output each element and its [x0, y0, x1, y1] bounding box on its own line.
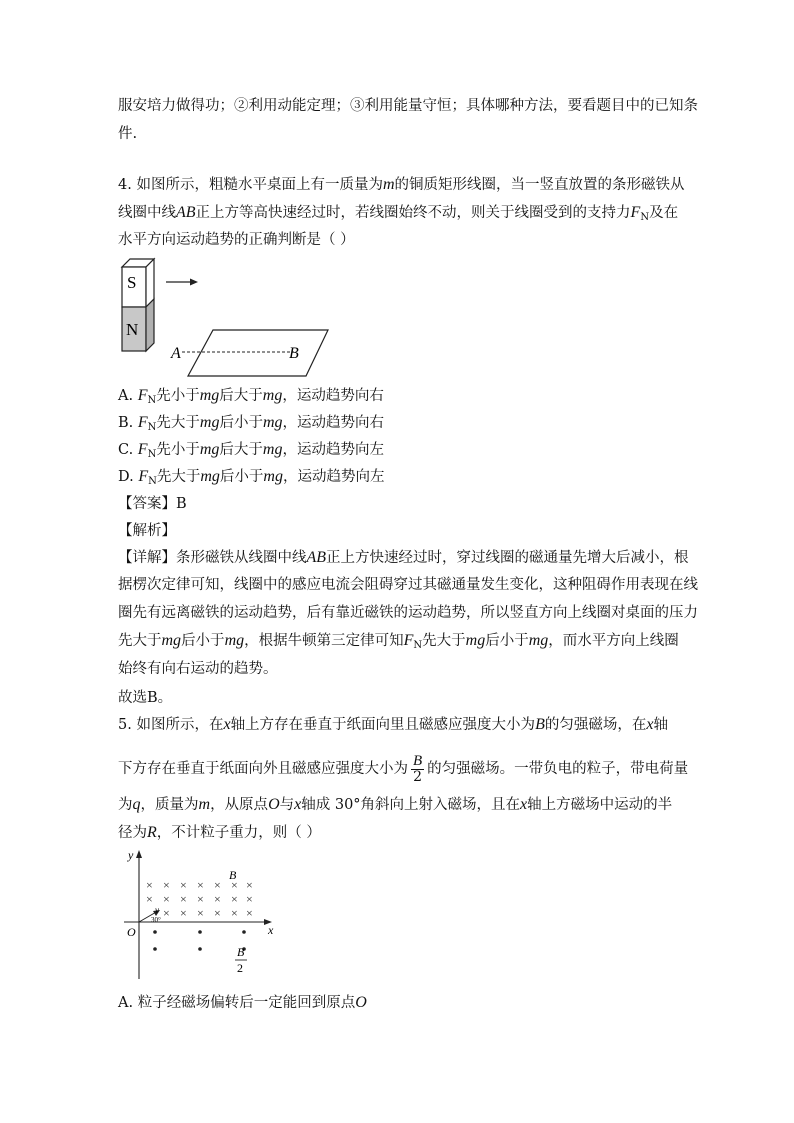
y-axis-arrow [136, 850, 142, 858]
field-b-label: B [229, 868, 237, 882]
coil-rectangle [188, 330, 328, 376]
q4-stem-line-3: 水平方向运动趋势的正确判断是（ ） [118, 232, 355, 248]
svg-text:×: × [214, 892, 221, 906]
angle-label: 30° [151, 916, 161, 924]
field-b2-denominator: 2 [237, 961, 243, 975]
field-out-of-page-dots [153, 930, 246, 951]
motion-arrow-head [190, 279, 198, 286]
svg-text:×: × [197, 878, 204, 892]
svg-text:×: × [231, 906, 238, 920]
svg-text:×: × [146, 878, 153, 892]
q5-stem-line-1: 5. 如图所示，在x轴上方存在垂直于纸面向里且磁感应强度大小为B的匀强磁场，在x轴 [118, 716, 668, 733]
q4-choice: 故选B。 [118, 690, 173, 706]
q4-detail-line-1: 【详解】条形磁铁从线圈中线AB正上方快速经过时，穿过线圈的磁通量先增大后减小，根 [118, 549, 689, 566]
q4-option-b: B. $F_N$先大于mg后小于mg，运动趋势向右 [118, 414, 385, 433]
q5-stem-line-4: 径为R，不计粒子重力，则（ ） [118, 824, 321, 841]
q4-detail-line-3: 圈先有远离磁铁的运动趋势，后有靠近磁铁的运动趋势，所以竖直方向上线圈对桌面的压力 [118, 605, 698, 621]
q4-magnet-figure [118, 255, 308, 370]
svg-text:×: × [197, 906, 204, 920]
svg-text:×: × [163, 906, 170, 920]
svg-text:×: × [146, 892, 153, 906]
velocity-label: v [155, 905, 159, 915]
svg-text:×: × [197, 892, 204, 906]
svg-text:×: × [180, 878, 187, 892]
field-into-page-crosses [146, 878, 253, 920]
q4-analysis-heading: 【解析】 [118, 523, 176, 539]
svg-text:×: × [163, 878, 170, 892]
q5-fraction-b-over-2: $\frac{B}{2}$ [413, 752, 423, 785]
y-axis-label: y [128, 848, 134, 862]
magnet-n-label: N [126, 320, 139, 339]
svg-text:×: × [214, 878, 221, 892]
q4-detail-line-5: 始终有向右运动的趋势。 [118, 661, 278, 677]
svg-text:×: × [246, 892, 253, 906]
intro-line-2: 件. [118, 126, 138, 142]
svg-text:×: × [180, 892, 187, 906]
coil-label-b: B [289, 345, 299, 362]
svg-text:×: × [231, 892, 238, 906]
magnet-s-label: S [127, 273, 137, 292]
x-axis-label: x [268, 923, 274, 937]
svg-text:×: × [214, 906, 221, 920]
svg-text:×: × [246, 878, 253, 892]
coil-label-a: A [171, 345, 181, 362]
svg-text:×: × [163, 892, 170, 906]
origin-label: O [127, 925, 136, 939]
q5-option-a: A. 粒子经磁场偏转后一定能回到原点O [118, 994, 367, 1011]
q4-detail-line-2: 据楞次定律可知，线圈中的感应电流会阻碍穿过其磁通量发生变化，这种阻碍作用表现在线 [118, 577, 698, 593]
q4-option-c: C. $F_N$先小于mg后大于mg，运动趋势向左 [118, 441, 384, 460]
svg-text:×: × [180, 906, 187, 920]
q5-stem-line-3: 为q，质量为m，从原点O与x轴成 30°角斜向上射入磁场，且在x轴上方磁场中运动的半 [118, 796, 673, 813]
q4-option-d: D. $F_N$先大于mg后小于mg，运动趋势向左 [118, 468, 385, 487]
q5-field-figure [118, 846, 288, 981]
intro-line-1: 服安培力做得功；②利用动能定理；③利用能量守恒；具体哪种方法，要看题目中的已知条 [118, 98, 698, 114]
svg-text:×: × [246, 906, 253, 920]
field-b2-numerator: B [237, 945, 245, 959]
q4-answer: 【答案】B [118, 496, 187, 512]
q4-stem-line-2: 线圈中线AB正上方等高快速经过时，若线圈始终不动，则关于线圈受到的支持力$F_N$及在 [118, 204, 679, 223]
q4-detail-line-4: 先大于mg后小于mg，根据牛顿第三定律可知$F_N$先大于mg后小于mg，而水平方向上线圈 [118, 632, 679, 651]
q5-stem-line-2: 下方存在垂直于纸面向外且磁感应强度大小为 $\frac{B}{2}$ 的匀强磁场。一带负电的粒子，带电荷量 [118, 752, 689, 785]
q4-stem-line-1: 4. 如图所示，粗糙水平桌面上有一质量为m的铜质矩形线圈，当一竖直放置的条形磁铁从 [118, 176, 685, 193]
svg-text:×: × [231, 878, 238, 892]
q4-option-a: A. $F_N$先小于mg后大于mg，运动趋势向右 [118, 387, 384, 406]
